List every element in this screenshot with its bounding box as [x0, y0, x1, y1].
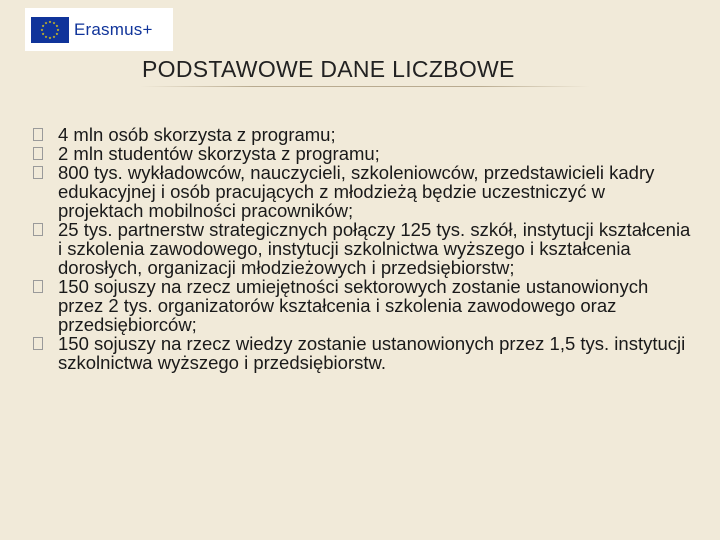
flag-star-icon — [42, 24, 45, 27]
bullet-list — [33, 125, 693, 372]
bullet-text: 150 sojuszy na rzecz umiejętności sektorowych zostanie ustanowionych przez 2 tys. organizatorów kształcenia i szkolenia zawodowego oraz przedsiębiorców; — [58, 276, 649, 335]
flag-star-icon — [53, 21, 56, 24]
flag-star-icon — [45, 35, 48, 38]
square-bullet-icon — [33, 337, 43, 350]
square-bullet-icon — [33, 280, 43, 293]
square-bullet-icon — [33, 223, 43, 236]
flag-star-icon — [49, 20, 52, 23]
flag-star-icon — [42, 32, 45, 35]
slide-title: PODSTAWOWE DANE LICZBOWE — [142, 56, 515, 82]
square-bullet-icon — [33, 147, 43, 160]
bullet-item — [33, 277, 693, 334]
flag-star-icon — [41, 28, 44, 31]
eu-flag-icon — [31, 17, 69, 43]
bullet-item — [33, 334, 693, 372]
flag-star-icon — [49, 36, 52, 39]
title-underline — [140, 86, 590, 87]
bullet-item — [33, 220, 693, 277]
flag-star-icon — [56, 32, 59, 35]
bullet-text: 4 mln osób skorzysta z programu; — [58, 124, 336, 145]
flag-star-icon — [45, 21, 48, 24]
logo-wordmark: Erasmus+ — [74, 19, 153, 39]
bullet-text: 150 sojuszy na rzecz wiedzy zostanie ustanowionych przez 1,5 tys. instytucji szkolnictwa wyższego i przedsiębiorstw. — [58, 333, 686, 373]
flag-star-icon — [57, 28, 60, 31]
bullet-text: 800 tys. wykładowców, nauczycieli, szkoleniowców, przedstawicieli kadry edukacyjnej i osób pracujących z młodzieżą będzie uczestniczyć w projektach mobilności pracowników; — [58, 162, 655, 221]
bullet-text: 25 tys. partnerstw strategicznych połączy 125 tys. szkół, instytucji kształcenia i szkolenia zawodowego, instytucji szkolnictwa wyższego i kształcenia dorosłych, organizacji młodzieżowych i przedsiębiorstw; — [58, 219, 691, 278]
bullet-item — [33, 163, 693, 220]
square-bullet-icon — [33, 128, 43, 141]
square-bullet-icon — [33, 166, 43, 179]
flag-star-icon — [53, 35, 56, 38]
bullet-text: 2 mln studentów skorzysta z programu; — [58, 143, 380, 164]
erasmus-logo — [25, 8, 173, 51]
bullet-item — [33, 144, 693, 163]
flag-star-icon — [56, 24, 59, 27]
bullet-item — [33, 125, 693, 144]
